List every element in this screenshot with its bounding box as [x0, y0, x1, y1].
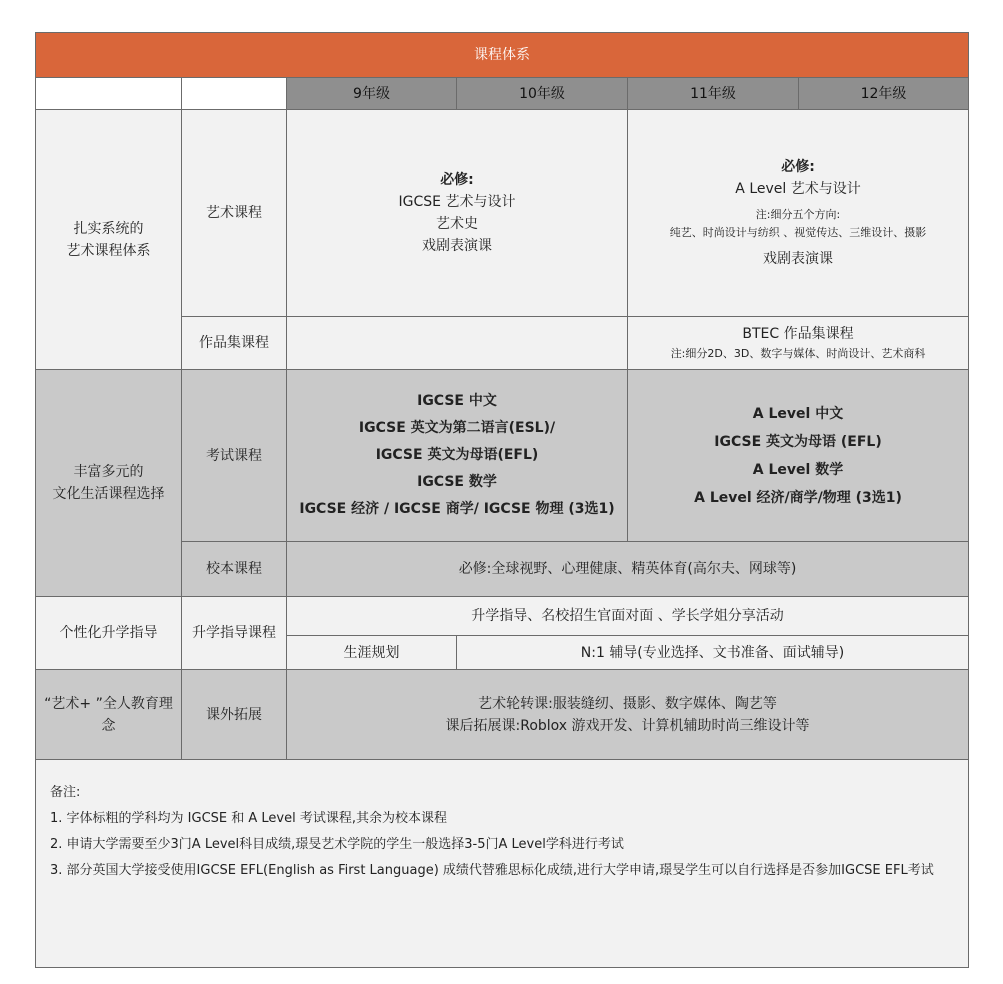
exam-course-line: IGCSE 英文为母语(EFL) [375, 447, 539, 463]
note-item: 3. 部分英国大学接受使用IGCSE EFL(English as First Language) 成绩代替雅思标化成绩,进行大学申请,璟旻学生可以自行选择是否参加IGCSE EFL考试 [50, 863, 934, 878]
art-course-extra: 戏剧表演课 [763, 251, 834, 267]
exam-course-line: IGCSE 英文为母语 (EFL) [714, 433, 882, 450]
art-course-g9-10 [287, 110, 628, 317]
art-course-line: IGCSE 艺术与设计 [398, 194, 516, 210]
exam-course-line: A Level 数学 [752, 461, 844, 478]
category-extra: “艺术+ ”全人教育理念 [36, 670, 182, 760]
exam-course-line: A Level 经济/商学/物理 (3选1) [694, 489, 902, 506]
portfolio-g9-10-empty [287, 317, 628, 370]
one-on-one-tutoring: N:1 辅导(专业选择、文书准备、面试辅导) [457, 636, 969, 670]
grade-10-header: 10年级 [457, 78, 628, 110]
category-art-line1: 扎实系统的 [73, 220, 144, 237]
required-label: 必修: [781, 159, 815, 175]
grade-11-header: 11年级 [628, 78, 799, 110]
art-course-main: A Level 艺术与设计 [735, 181, 861, 197]
exam-course-line: IGCSE 数学 [417, 474, 497, 490]
portfolio-label: 作品集课程 [182, 317, 287, 370]
portfolio-main: BTEC 作品集课程 [742, 326, 854, 342]
category-culture-line1: 丰富多元的 [73, 464, 144, 480]
exam-course-g9-10 [287, 370, 628, 542]
header-empty-cell [182, 78, 287, 110]
grade-12-header: 12年级 [799, 78, 969, 110]
category-art [36, 110, 182, 370]
category-culture [36, 370, 182, 597]
exam-course-g11-12 [628, 370, 969, 542]
notes-section [36, 760, 969, 968]
art-course-note: 注:细分五个方向: [755, 208, 841, 221]
exam-course-line: IGCSE 经济 / IGCSE 商学/ IGCSE 物理 (3选1) [299, 501, 615, 517]
required-label: 必修: [440, 172, 474, 188]
extra-course-line2: 课后拓展课:Roblox 游戏开发、计算机辅助时尚三维设计等 [445, 717, 810, 734]
guidance-row1: 升学指导、名校招生官面对面 、学长学姐分享活动 [287, 597, 969, 636]
portfolio-note: 注:细分2D、3D、数字与媒体、时尚设计、艺术商科 [670, 347, 926, 360]
category-guidance: 个性化升学指导 [36, 597, 182, 670]
exam-course-line: IGCSE 中文 [417, 393, 497, 409]
art-course-line: 艺术史 [436, 216, 478, 232]
art-course-label: 艺术课程 [182, 110, 287, 317]
career-planning: 生涯规划 [287, 636, 457, 670]
note-item: 1. 字体标粗的学科均为 IGCSE 和 A Level 考试课程,其余为校本课程 [50, 811, 447, 826]
guidance-course-label: 升学指导课程 [182, 597, 287, 670]
portfolio-g11-12 [628, 317, 969, 370]
category-culture-line2: 文化生活课程选择 [52, 486, 165, 502]
school-course-label: 校本课程 [182, 542, 287, 597]
curriculum-table [35, 32, 969, 968]
exam-course-label: 考试课程 [182, 370, 287, 542]
exam-course-line: IGCSE 英文为第二语言(ESL)/ [358, 420, 556, 436]
note-item: 2. 申请大学需要至少3门A Level科目成绩,璟旻艺术学院的学生一般选择3-5门A Level学科进行考试 [50, 837, 624, 852]
school-course-content: 必修:全球视野、心理健康、精英体育(高尔夫、网球等) [287, 542, 969, 597]
grade-9-header: 9年级 [287, 78, 457, 110]
extra-course-label: 课外拓展 [182, 670, 287, 760]
notes-heading: 备注: [50, 785, 81, 800]
art-course-g11-12 [628, 110, 969, 317]
extra-course-line1: 艺术轮转课:服装缝纫、摄影、数字媒体、陶艺等 [478, 695, 777, 712]
art-course-note: 纯艺、时尚设计与纺织 、视觉传达、三维设计、摄影 [669, 226, 927, 239]
extra-course-content [287, 670, 969, 760]
art-course-line: 戏剧表演课 [422, 238, 492, 254]
category-art-line2: 艺术课程体系 [66, 242, 151, 259]
exam-course-line: A Level 中文 [752, 405, 844, 422]
header-empty-cell [36, 78, 182, 110]
table-title: 课程体系 [36, 33, 969, 78]
